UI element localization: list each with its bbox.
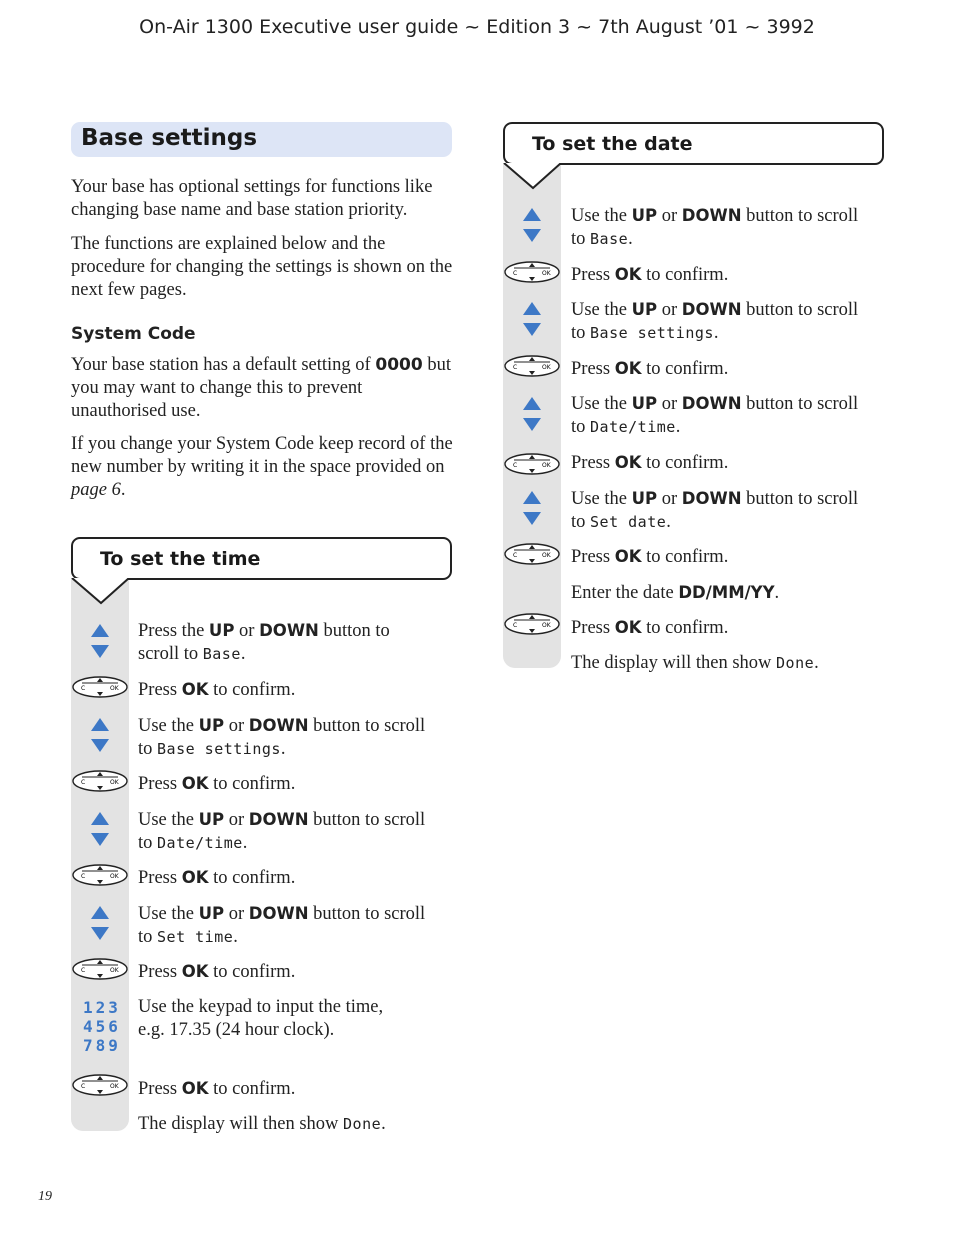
svg-text:OK: OK (110, 967, 119, 974)
time-step-8: Press OK to confirm. (138, 962, 296, 982)
system-code-heading: System Code (71, 324, 196, 344)
svg-text:C: C (513, 364, 518, 371)
up-down-arrows-icon (90, 624, 110, 658)
date-step-8: Press OK to confirm. (571, 547, 729, 567)
date-step-3: Use the UP or DOWN button to scroll to Base settings. (571, 300, 859, 343)
svg-text:C: C (81, 685, 86, 692)
callout-pointer (503, 163, 567, 191)
svg-text:OK: OK (542, 462, 551, 469)
date-step-1: Use the UP or DOWN button to scroll to Base. (571, 206, 859, 249)
up-down-arrows-icon (90, 812, 110, 846)
c-ok-keys-icon (504, 613, 560, 635)
date-step-result: The display will then show Done. (571, 653, 819, 673)
date-step-6: Press OK to confirm. (571, 453, 729, 473)
page-header: On-Air 1300 Executive user guide ~ Edition 3 ~ 7th August ’01 ~ 3992 (139, 16, 815, 38)
date-box-title: To set the date (532, 133, 693, 155)
up-down-arrows-icon (90, 906, 110, 940)
date-step-2: Press OK to confirm. (571, 265, 729, 285)
svg-text:OK: OK (542, 622, 551, 629)
c-ok-keys-icon (504, 261, 560, 283)
c-ok-keys-icon (72, 676, 128, 698)
time-step-7: Use the UP or DOWN button to scroll to Set time. (138, 904, 426, 947)
c-ok-keys-icon (504, 543, 560, 565)
up-down-arrows-icon (522, 491, 542, 525)
svg-text:OK: OK (110, 1083, 119, 1090)
keypad-icon: 123 456 789 (83, 998, 121, 1055)
time-step-10: Press OK to confirm. (138, 1079, 296, 1099)
c-ok-keys-icon (72, 770, 128, 792)
time-box-title: To set the time (100, 548, 261, 570)
callout-pointer (71, 578, 135, 606)
up-down-arrows-icon (522, 302, 542, 336)
section-title: Base settings (81, 125, 258, 151)
time-step-2: Press OK to confirm. (138, 680, 296, 700)
system-code-paragraph-2: If you change your System Code keep record of the new number by writing it in the space provided on page 6. (71, 434, 453, 500)
up-down-arrows-icon (90, 718, 110, 752)
time-box-header (71, 537, 452, 580)
svg-text:OK: OK (110, 873, 119, 880)
svg-text:OK: OK (542, 270, 551, 277)
c-ok-keys-icon (72, 1074, 128, 1096)
svg-text:OK: OK (542, 552, 551, 559)
c-ok-keys-icon (72, 958, 128, 980)
page-number: 19 (38, 1189, 52, 1204)
svg-text:C: C (81, 1083, 86, 1090)
time-step-9: Use the keypad to input the time, e.g. 17.35 (24 hour clock). (138, 997, 384, 1040)
svg-text:OK: OK (110, 685, 119, 692)
c-ok-keys-icon (72, 864, 128, 886)
svg-text:C: C (513, 462, 518, 469)
svg-text:C: C (513, 270, 518, 277)
time-step-1: Press the UP or DOWN button to scroll to Base. (138, 621, 390, 664)
up-down-arrows-icon (522, 208, 542, 242)
date-step-4: Press OK to confirm. (571, 359, 729, 379)
svg-text:C: C (513, 552, 518, 559)
time-step-result: The display will then show Done. (138, 1114, 386, 1134)
time-step-6: Press OK to confirm. (138, 868, 296, 888)
svg-text:C: C (81, 967, 86, 974)
svg-text:OK: OK (110, 779, 119, 786)
default-code: 0000 (375, 355, 423, 375)
intro-paragraph-1: Your base has optional settings for functions like changing base name and base station priority. (71, 177, 433, 220)
time-step-4: Press OK to confirm. (138, 774, 296, 794)
c-ok-keys-icon (504, 453, 560, 475)
section-title-bar (71, 122, 452, 157)
date-box-header (503, 122, 884, 165)
svg-text:C: C (81, 779, 86, 786)
svg-text:C: C (81, 873, 86, 880)
date-step-7: Use the UP or DOWN button to scroll to Set date. (571, 489, 859, 532)
date-step-10: Press OK to confirm. (571, 618, 729, 638)
intro-paragraph-2: The functions are explained below and the procedure for changing the settings is shown on the next few pages. (71, 234, 453, 300)
system-code-paragraph-1: Your base station has a default setting of 0000 but you may want to change this to prevent unauthorised use. (71, 355, 451, 421)
date-step-5: Use the UP or DOWN button to scroll to Date/time. (571, 394, 859, 437)
page-reference: page 6 (71, 480, 121, 500)
time-step-3: Use the UP or DOWN button to scroll to Base settings. (138, 716, 426, 759)
c-ok-keys-icon (504, 355, 560, 377)
time-step-5: Use the UP or DOWN button to scroll to Date/time. (138, 810, 426, 853)
svg-text:C: C (513, 622, 518, 629)
up-down-arrows-icon (522, 397, 542, 431)
svg-text:OK: OK (542, 364, 551, 371)
date-step-9: Enter the date DD/MM/YY. (571, 583, 780, 603)
